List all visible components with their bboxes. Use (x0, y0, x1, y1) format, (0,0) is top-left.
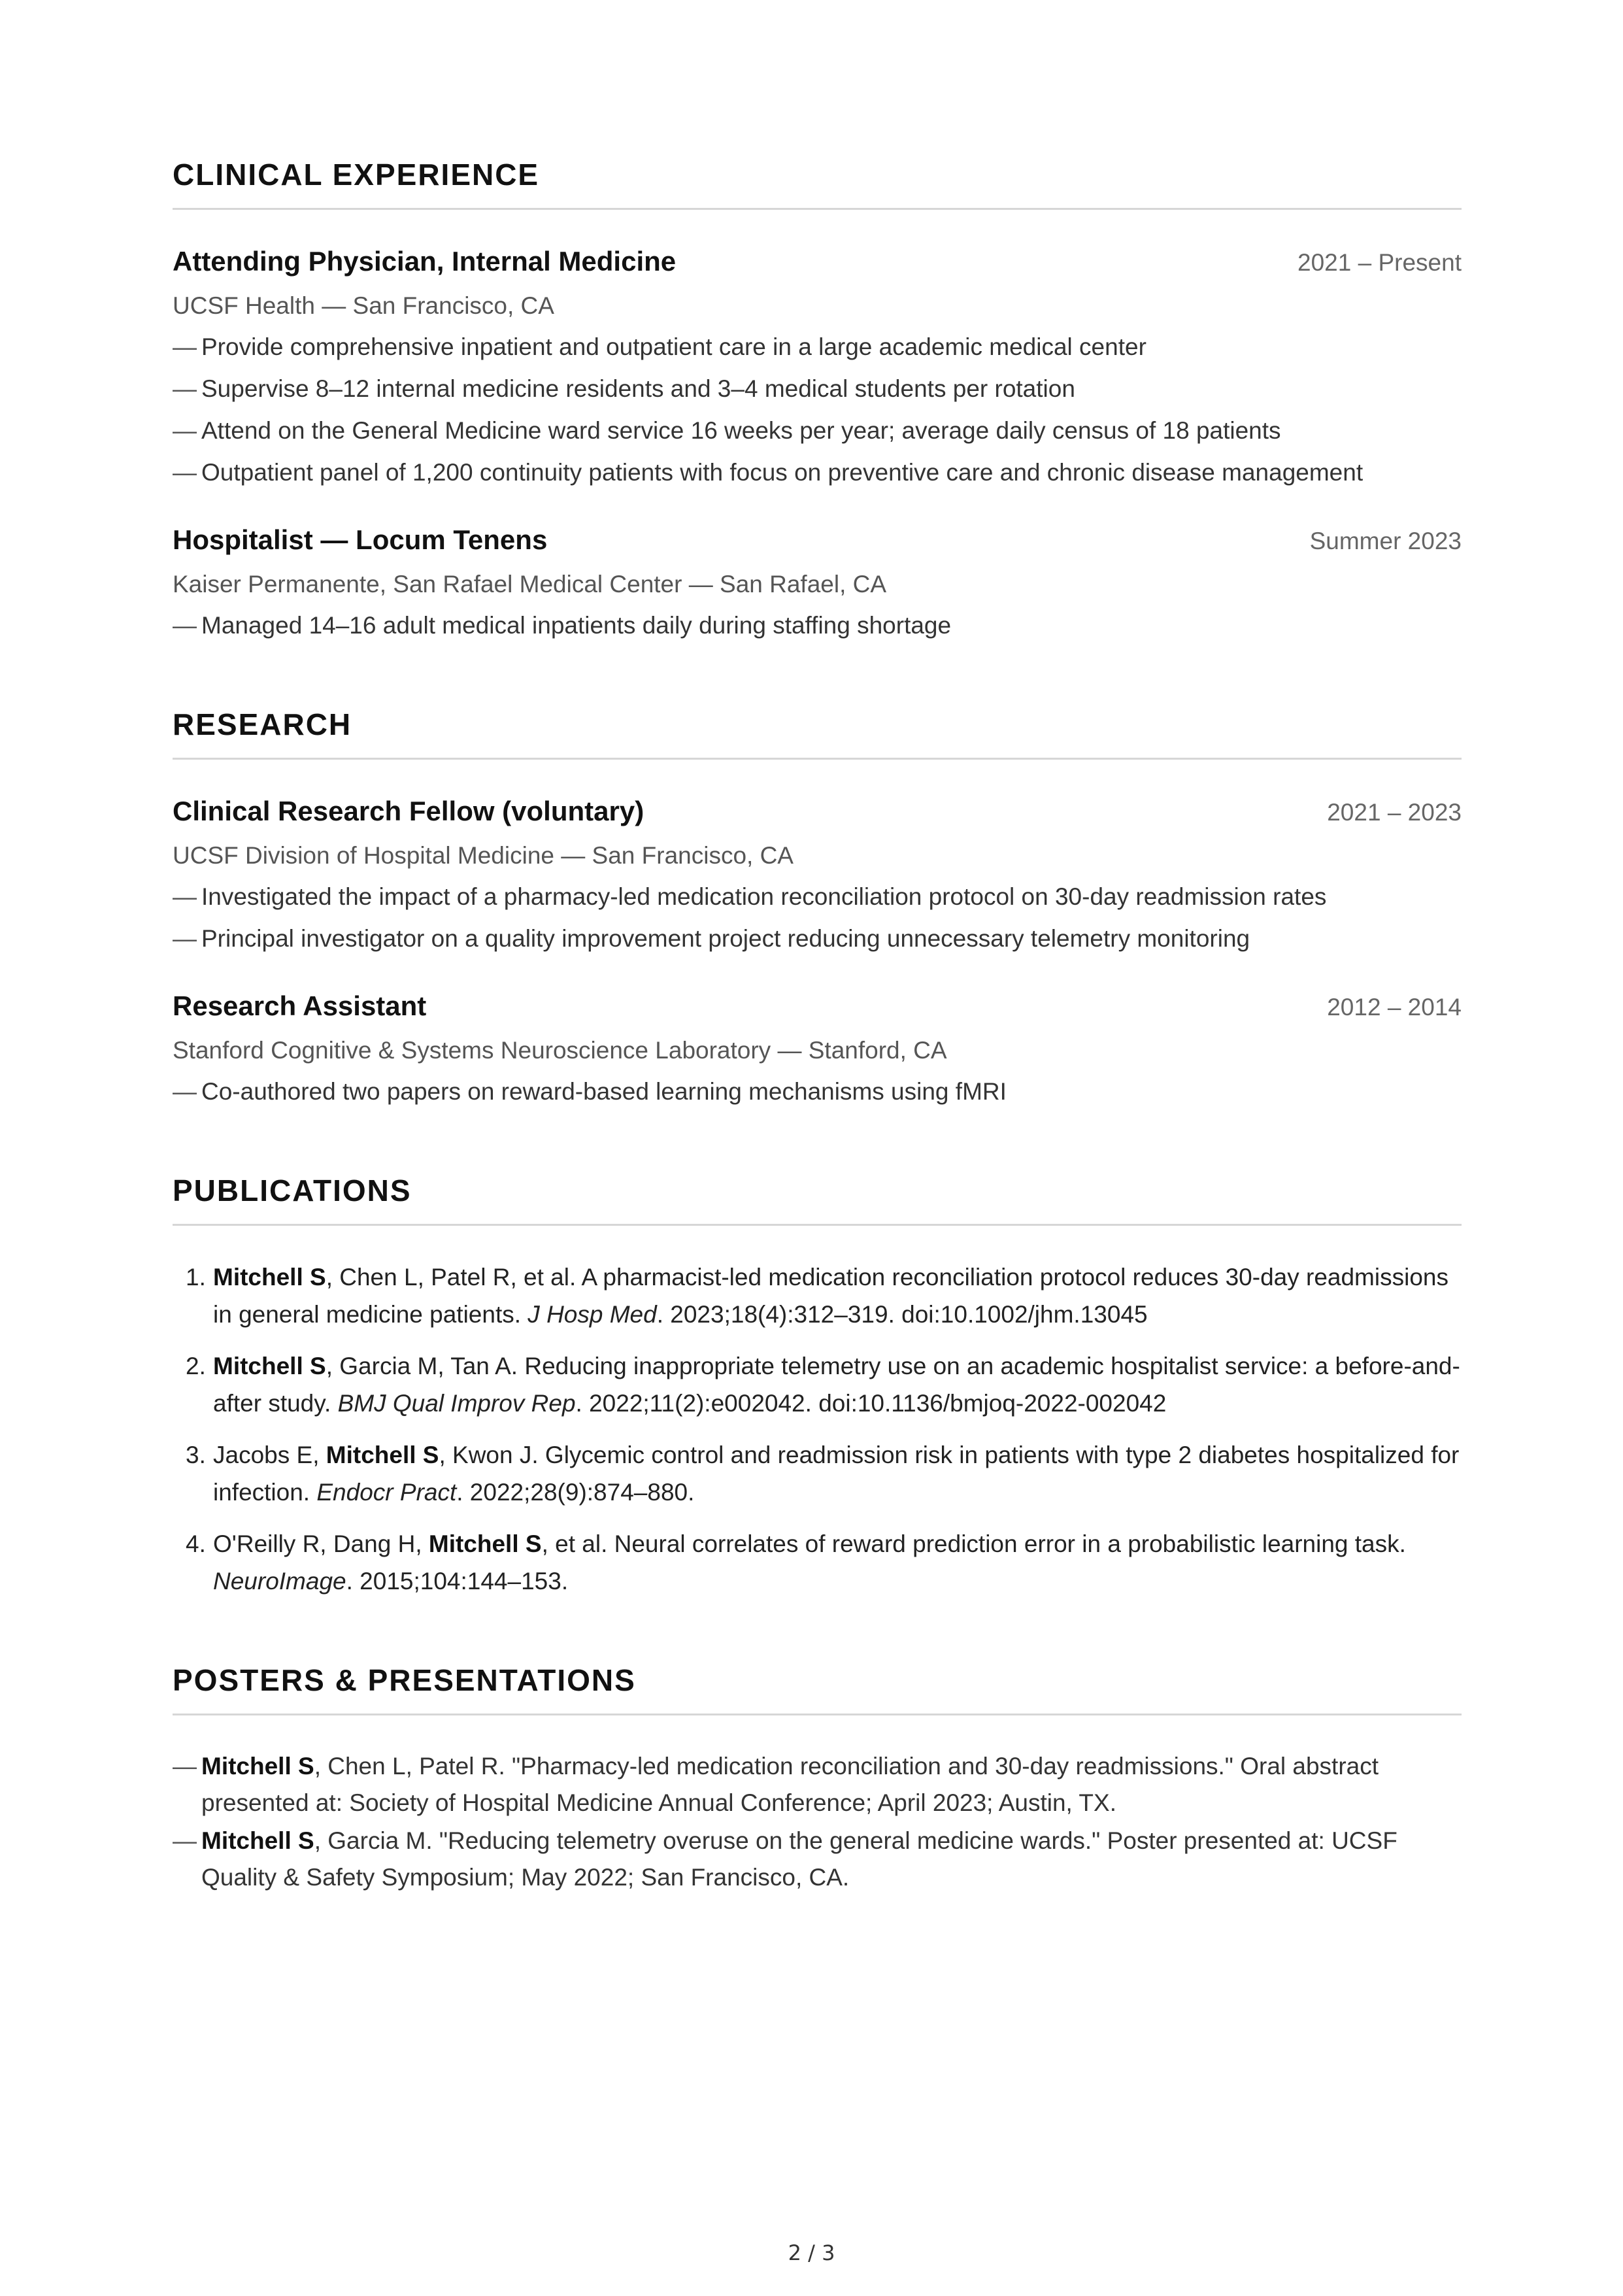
entry-title: Hospitalist — Locum Tenens (173, 524, 548, 555)
entry-title: Attending Physician, Internal Medicine (173, 246, 677, 277)
dash-icon: — (173, 1078, 197, 1105)
bullet-item: — Co-authored two papers on reward-based learning mechanisms using fMRI (173, 1073, 1462, 1110)
section-title: PUBLICATIONS (173, 1172, 1462, 1226)
dash-icon: — (173, 417, 197, 444)
journal-name: NeuroImage (213, 1568, 346, 1595)
section-title: RESEARCH (173, 705, 1462, 760)
publication-item: 1. Mitchell S, Chen L, Patel R, et al. A pharmacist-led medication reconciliation protocol reduces 30-day readmissions in general medicine patients. J Hosp Med. 2023;18(4):312–319. doi:10.1002/jhm.13045 (186, 1264, 1448, 1328)
entry-title: Clinical Research Fellow (voluntary) (173, 796, 644, 826)
dash-icon: — (173, 1827, 197, 1854)
dash-icon: — (173, 459, 197, 486)
research-section (173, 705, 1462, 1110)
journal-name: BMJ Qual Improv Rep (337, 1390, 576, 1417)
bullet-item: — Supervise 8–12 internal medicine residents and 3–4 medical students per rotation (173, 371, 1462, 407)
dash-icon: — (173, 1753, 197, 1780)
section-title: POSTERS & PRESENTATIONS (173, 1661, 1462, 1715)
entry-date: 2012 – 2014 (1327, 994, 1462, 1021)
entry-date: 2021 – 2023 (1327, 799, 1462, 826)
publication-item: 2. Mitchell S, Garcia M, Tan A. Reducing inappropriate telemetry use on an academic hospitalist service: a before-and-after study. BMJ Qual Improv Rep. 2022;11(2):e002042. doi:10.1136/bmjoq-2022-002042 (186, 1353, 1460, 1417)
entry-organization: UCSF Division of Hospital Medicine — San Francisco, CA (173, 842, 794, 869)
entry-date: 2021 – Present (1297, 249, 1462, 276)
entry-organization: Stanford Cognitive & Systems Neuroscience Laboratory — Stanford, CA (173, 1037, 947, 1064)
entry-date: Summer 2023 (1309, 528, 1462, 554)
page-number: 2 / 3 (788, 2240, 835, 2265)
bullet-item: — Managed 14–16 adult medical inpatients daily during staffing shortage (173, 607, 1462, 644)
section-title: CLINICAL EXPERIENCE (173, 156, 1462, 210)
research-entry (173, 987, 1462, 1110)
dash-icon: — (173, 333, 197, 360)
bullet-item: — Outpatient panel of 1,200 continuity patients with focus on preventive care and chronic disease management (173, 454, 1462, 491)
bullet-item: — Investigated the impact of a pharmacy-led medication reconciliation protocol on 30-day readmission rates (173, 879, 1462, 915)
dash-icon: — (173, 612, 197, 639)
journal-name: J Hosp Med (527, 1301, 657, 1328)
entry-title: Research Assistant (173, 990, 427, 1021)
bullet-item: — Attend on the General Medicine ward service 16 weeks per year; average daily census of 18 patients (173, 413, 1462, 449)
bullet-item: — Provide comprehensive inpatient and outpatient care in a large academic medical center (173, 329, 1462, 365)
resume-page (173, 156, 1462, 1957)
dash-icon: — (173, 925, 197, 952)
posters-section (173, 1661, 1462, 1896)
entry-organization: Kaiser Permanente, San Rafael Medical Center — San Rafael, CA (173, 571, 887, 598)
publication-item: 3. Jacobs E, Mitchell S, Kwon J. Glycemic control and readmission risk in patients with type 2 diabetes hospitalized for infection. Endocr Pract. 2022;28(9):874–880. (186, 1442, 1460, 1506)
dash-icon: — (173, 375, 197, 402)
research-entry (173, 792, 1462, 957)
dash-icon: — (173, 883, 197, 910)
clinical-experience-section (173, 156, 1462, 644)
presentation-item: — Mitchell S, Chen L, Patel R. "Pharmacy-led medication reconciliation and 30-day readmissions." Oral abstract presented at: Society of Hospital Medicine Annual Conference; April 2023; Austin, TX. (173, 1748, 1462, 1821)
entry-organization: UCSF Health — San Francisco, CA (173, 292, 554, 319)
journal-name: Endocr Pract (316, 1479, 457, 1506)
publication-item: 4. O'Reilly R, Dang H, Mitchell S, et al. Neural correlates of reward prediction error in a probabilistic learning task. NeuroImage. 2015;104:144–153. (186, 1530, 1406, 1595)
bullet-item: — Principal investigator on a quality improvement project reducing unnecessary telemetry monitoring (173, 920, 1462, 957)
experience-entry (173, 243, 1462, 491)
presentation-item: — Mitchell S, Garcia M. "Reducing telemetry overuse on the general medicine wards." Poster presented at: UCSF Quality & Safety Symposium; May 2022; San Francisco, CA. (173, 1823, 1462, 1896)
experience-entry (173, 521, 1462, 644)
publications-section (173, 1172, 1462, 1600)
